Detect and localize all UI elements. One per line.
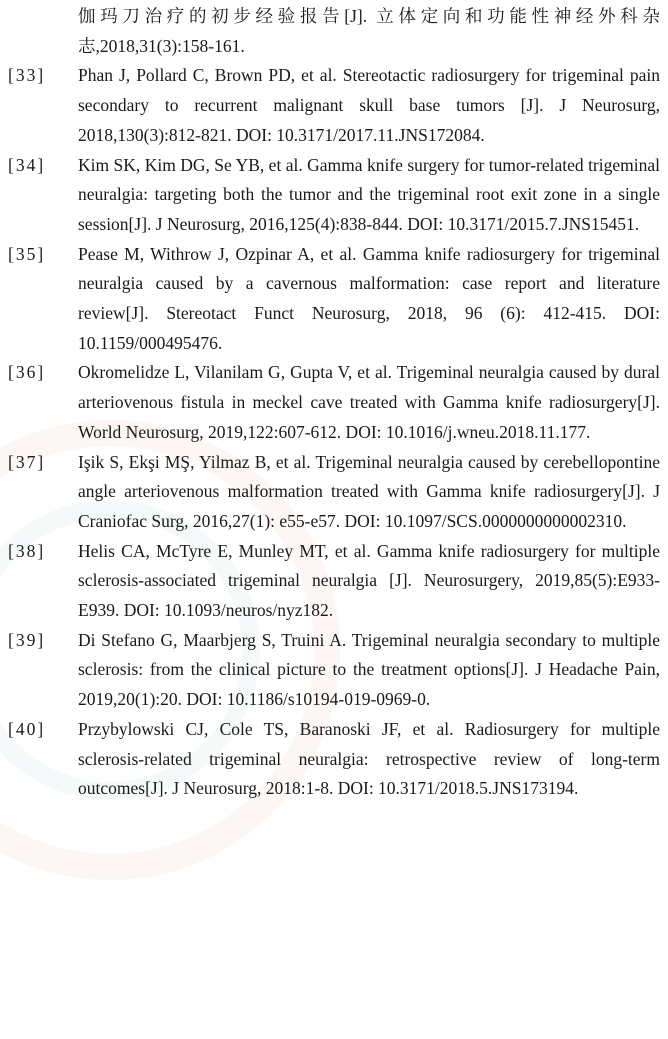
reference-text: Kim SK, Kim DG, Se YB, et al. Gamma knife surgery for tumor-related trigeminal neuralgia: targeting both the tumor and the trigeminal root exit zone in a single session[J]. J Neurosurg, 2016,125(4):838-844. DOI: 10.3171/2015.7.JNS15451. bbox=[78, 154, 660, 234]
reference-number: [38] bbox=[8, 540, 46, 561]
reference-text: Helis CA, McTyre E, Munley MT, et al. Gamma knife radiosurgery for multiple sclerosis-associated trigeminal neuralgia [J]. Neurosurgery, 2019,85(5):E933-E939. DOI: 10.1093/neuros/nyz182. bbox=[78, 540, 660, 621]
reference-text: Przybylowski CJ, Cole TS, Baranoski JF, et al. Radiosurgery for multiple sclerosis-related trigeminal neuralgia: retrospective review of long-term outcomes[J]. J Neurosurg, 2018:1-8. DOI: 10.3171/2018.5.JNS173194. bbox=[78, 718, 660, 799]
reference-item bbox=[0, 626, 660, 715]
reference-list bbox=[0, 2, 660, 804]
reference-item bbox=[0, 151, 660, 240]
reference-number: [35] bbox=[8, 243, 46, 264]
reference-item bbox=[0, 715, 660, 804]
reference-item bbox=[0, 61, 660, 150]
reference-text: Işik S, Ekşi MŞ, Yilmaz B, et al. Trigeminal neuralgia caused by cerebellopontine angle arteriovenous malformation treated with Gamma knife radiosurgery[J]. J Craniofac Surg, 2016,27(1): e55-e57. DOI: 10.1097/SCS.0000000000002310. bbox=[78, 451, 660, 531]
reference-item bbox=[0, 448, 660, 537]
reference-text: Di Stefano G, Maarbjerg S, Truini A. Trigeminal neuralgia secondary to multiple sclerosis: from the clinical picture to the treatment options[J]. J Headache Pain, 2019,20(1):20. DOI: 10.1186/s10194-019-0969-0. bbox=[78, 629, 660, 710]
reference-text: Pease M, Withrow J, Ozpinar A, et al. Gamma knife radiosurgery for trigeminal neuralgia caused by a cavernous malformation: case report and literature review[J]. Stereotact Funct Neurosurg, 2018, 96 (6): 412-415. DOI: 10.1159/000495476. bbox=[78, 243, 660, 353]
reference-item bbox=[0, 358, 660, 447]
reference-number: [40] bbox=[8, 718, 46, 739]
reference-number: [36] bbox=[8, 362, 46, 383]
reference-number: [33] bbox=[8, 65, 46, 86]
reference-item bbox=[0, 537, 660, 626]
reference-continuation: 伽玛刀治疗的初步经验报告[J]. 立体定向和功能性神经外科杂志,2018,31(3):158-161. bbox=[78, 6, 660, 56]
reference-item bbox=[0, 240, 660, 359]
reference-number: [37] bbox=[8, 451, 46, 472]
reference-number: [34] bbox=[8, 154, 46, 175]
reference-text: Okromelidze L, Vilanilam G, Gupta V, et al. Trigeminal neuralgia caused by dural arteriovenous fistula in meckel cave treated with Gamma knife radiosurgery[J]. World Neurosurg, 2019,122:607-612. DOI: 10.1016/j.wneu.2018.11.177. bbox=[78, 362, 660, 442]
reference-text: Phan J, Pollard C, Brown PD, et al. Stereotactic radiosurgery for trigeminal pain secondary to recurrent malignant skull base tumors [J]. J Neurosurg, 2018,130(3):812-821. DOI: 10.3171/2017.11.JNS172084. bbox=[78, 65, 660, 145]
reference-number: [39] bbox=[8, 629, 46, 650]
